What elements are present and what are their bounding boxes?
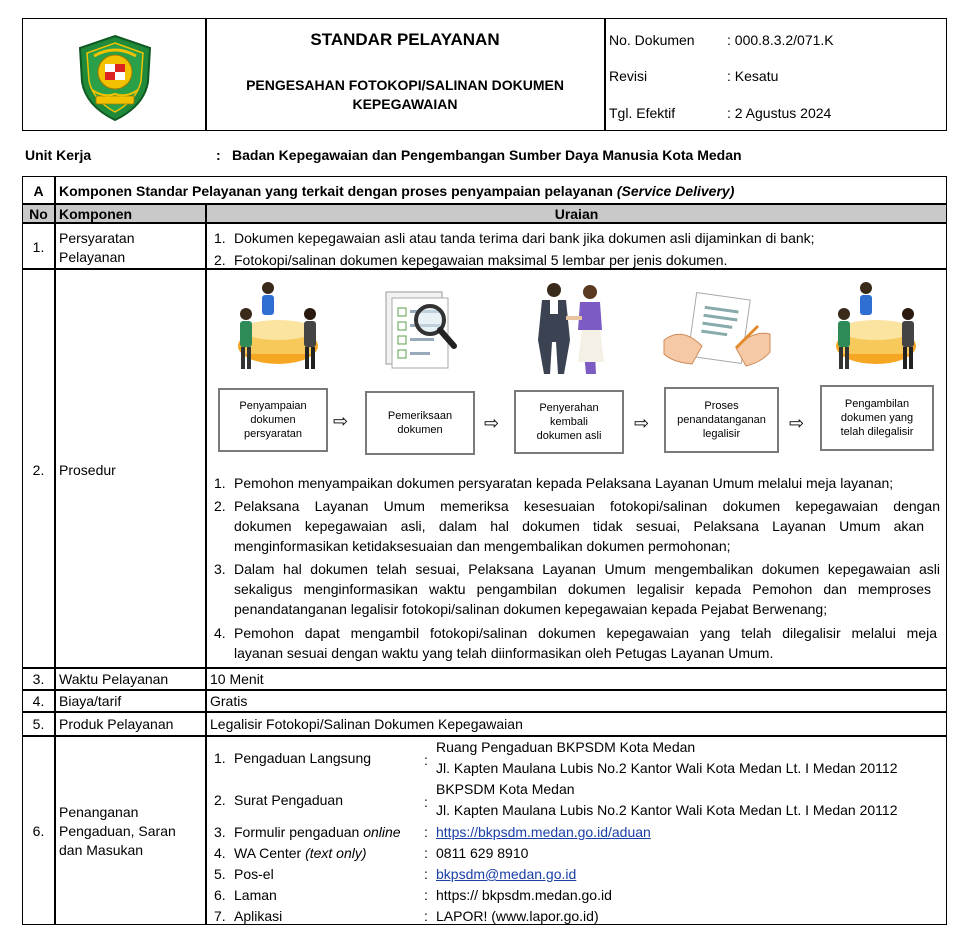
- step-text: layanan sesuai dengan waktu yang telah diinformasikan oleh Petugas Layanan Umum.: [234, 645, 774, 661]
- complaint-value: 0811 629 8910: [436, 845, 529, 861]
- step-text: menginformasikan ketidaksesuaian dan mengembalikan dokumen permohonan;: [234, 538, 731, 554]
- complaint-num: 7.: [214, 908, 226, 924]
- unit-kerja-value: Badan Kepegawaian dan Pengembangan Sumber Daya Manusia Kota Medan: [232, 147, 742, 163]
- complaint-colon: :: [424, 887, 428, 903]
- complaint-colon: :: [424, 845, 428, 861]
- revisi-label: Revisi: [609, 68, 648, 84]
- no-dokumen-label: No. Dokumen: [609, 32, 695, 48]
- complaint-num: 5.: [214, 866, 226, 882]
- row4-uraian: Gratis: [210, 693, 248, 709]
- revisi-value: : Kesatu: [727, 68, 779, 84]
- complaint-app: LAPOR! (www.lapor.go.id): [436, 908, 599, 924]
- complaint-label-wrap: [234, 844, 367, 862]
- flow-step-penyerahan: [514, 390, 624, 454]
- complaint-colon: :: [424, 794, 428, 810]
- col-line: [205, 203, 207, 925]
- no-dokumen-value: : 000.8.3.2/071.K: [727, 32, 834, 48]
- complaint-colon: :: [424, 866, 428, 882]
- complaint-label: Aplikasi: [234, 908, 283, 924]
- step-text: dokumen kepegawaian asli, dalam hal dokumen tidak sesuai, Pelaksana Layanan Umum akan: [234, 518, 924, 534]
- complaint-num: 2.: [214, 792, 226, 808]
- step-text: penandatanganan legalisir fotokopi/salinan dokumen kepegawaian kepada Pejabat Berwenang;: [234, 601, 828, 617]
- document-subtitle-line2: KEPEGAWAIAN: [352, 96, 458, 112]
- section-title: [59, 182, 734, 200]
- step-text: sekaligus menginformasikan waktu pengambilan dokumen legalisir kepada Pemohon dan memproses: [234, 581, 931, 597]
- complaint-colon: :: [424, 908, 428, 924]
- flow-line: dokumen: [397, 424, 443, 436]
- unit-kerja-colon: :: [216, 147, 221, 163]
- flow-line: dokumen: [250, 414, 296, 426]
- row3-uraian: 10 Menit: [210, 671, 264, 687]
- complaint-value: Jl. Kapten Maulana Lubis No.2 Kantor Wali Kota Medan Lt. I Medan 20112: [436, 760, 898, 776]
- flow-line: Penyampaian: [239, 400, 307, 412]
- complaint-label: Surat Pengaduan: [234, 792, 343, 808]
- signing-illustration: [662, 290, 772, 374]
- flow-step-proses: [664, 387, 779, 453]
- section-letter: A: [33, 183, 44, 199]
- complaint-value: Ruang Pengaduan BKPSDM Kota Medan: [436, 739, 696, 755]
- row6-komponen-line1: Penanganan: [59, 804, 139, 820]
- row1-item-num: 1.: [214, 230, 226, 246]
- flow-line: Pemeriksaan: [387, 410, 453, 422]
- flow-line: dokumen yang: [840, 412, 914, 424]
- flow-line: telah dilegalisir: [840, 426, 914, 438]
- tgl-efektif-value: : 2 Agustus 2024: [727, 105, 832, 121]
- flow-step-penyampaian: [218, 388, 328, 452]
- complaint-label: Formulir pengaduan: [234, 824, 360, 840]
- document-title: STANDAR PELAYANAN: [310, 30, 500, 49]
- row5-uraian: Legalisir Fotokopi/Salinan Dokumen Kepegawaian: [210, 716, 523, 732]
- row4-komponen: Biaya/tarif: [59, 693, 122, 709]
- complaint-num: 3.: [214, 824, 226, 840]
- step-text: Pelaksana Layanan Umum memeriksa kesesuaian fotokopi/salinan dokumen kepegawaian dengan: [234, 498, 940, 514]
- complaint-label-italic: online: [363, 824, 401, 840]
- row2-komponen: Prosedur: [59, 462, 116, 478]
- complaint-label-wrap: [234, 823, 401, 841]
- row1-item-text: Fotokopi/salinan dokumen kepegawaian maksimal 5 lembar per jenis dokumen.: [234, 252, 728, 268]
- complaint-label: Laman: [234, 887, 277, 903]
- flow-line: dokumen asli: [536, 430, 602, 442]
- complaint-email-link[interactable]: bkpsdm@medan.go.id: [436, 866, 577, 882]
- complaint-label: Pos-el: [234, 866, 274, 882]
- row6-komponen-line2: Pengaduan, Saran: [59, 823, 176, 839]
- row1-no: 1.: [32, 239, 45, 255]
- pickup-desk-illustration: [830, 278, 922, 374]
- flow-line: kembali: [550, 416, 588, 428]
- row-line: [22, 735, 947, 737]
- flow-arrow-icon: ⇨: [484, 413, 500, 433]
- header-no: No: [29, 206, 48, 222]
- step-num: 3.: [214, 561, 226, 577]
- flow-line: Proses: [704, 400, 739, 412]
- row6-komponen-line3: dan Masukan: [59, 842, 144, 858]
- complaint-website: https:// bkpsdm.medan.go.id: [436, 887, 612, 903]
- row-line: [22, 667, 947, 669]
- step-num: 2.: [214, 498, 226, 514]
- flow-line: persyaratan: [243, 428, 303, 440]
- complaint-form-link[interactable]: https://bkpsdm.medan.go.id/aduan: [436, 824, 651, 840]
- flow-line: legalisir: [702, 428, 741, 440]
- complaint-colon: :: [424, 824, 428, 840]
- kota-medan-logo: [74, 34, 156, 122]
- row5-no: 5.: [32, 716, 45, 732]
- row1-komponen-line1: Persyaratan: [59, 230, 135, 246]
- unit-kerja-label: Unit Kerja: [25, 147, 92, 163]
- row5-komponen: Produk Pelayanan: [59, 716, 174, 732]
- complaint-value: BKPSDM Kota Medan: [436, 781, 575, 797]
- section-title-text: Komponen Standar Pelayanan yang terkait dengan proses penyampaian pelayanan: [59, 183, 613, 199]
- flow-line: penandatanganan: [677, 414, 766, 426]
- row1-komponen-line2: Pelayanan: [59, 249, 126, 265]
- complaint-label-italic: (text only): [305, 845, 367, 861]
- complaint-num: 4.: [214, 845, 226, 861]
- document-subtitle-line1: PENGESAHAN FOTOKOPI/SALINAN DOKUMEN: [246, 77, 564, 93]
- complaint-num: 1.: [214, 750, 226, 766]
- row1-item-text: Dokumen kepegawaian asli atau tanda terima dari bank jika dokumen asli dijaminkan di bank;: [234, 230, 815, 246]
- header-komponen: Komponen: [59, 206, 133, 222]
- flow-arrow-icon: ⇨: [333, 411, 349, 431]
- step-num: 4.: [214, 625, 226, 641]
- complaint-num: 6.: [214, 887, 226, 903]
- row3-no: 3.: [32, 671, 45, 687]
- row1-item-num: 2.: [214, 252, 226, 268]
- flow-arrow-icon: ⇨: [789, 413, 805, 433]
- complaint-colon: :: [424, 752, 428, 768]
- document-check-illustration: [380, 288, 464, 372]
- step-text: Dalam hal dokumen telah sesuai, Pelaksana Layanan Umum mengembalikan dokumen kepegawaian asli: [234, 561, 940, 577]
- tgl-efektif-label: Tgl. Efektif: [609, 105, 676, 121]
- flow-line: Pengambilan: [844, 398, 910, 410]
- step-text: Pemohon dapat mengambil fotokopi/salinan dokumen kepegawaian yang telah dilegalisir melalui meja: [234, 625, 937, 641]
- handshake-illustration: [530, 280, 616, 376]
- step-num: 1.: [214, 475, 226, 491]
- complaint-label: Pengaduan Langsung: [234, 750, 372, 766]
- flow-step-pengambilan: [820, 385, 934, 451]
- service-desk-illustration: [232, 278, 324, 374]
- flow-line: Penyerahan: [539, 402, 599, 414]
- complaint-value: Jl. Kapten Maulana Lubis No.2 Kantor Wali Kota Medan Lt. I Medan 20112: [436, 802, 898, 818]
- row-line: [22, 711, 947, 713]
- section-title-italic: (Service Delivery): [616, 183, 735, 199]
- flow-step-pemeriksaan: [365, 391, 475, 455]
- row-line: [22, 689, 947, 691]
- row4-no: 4.: [32, 693, 45, 709]
- flow-arrow-icon: ⇨: [634, 413, 650, 433]
- complaint-label: WA Center: [234, 845, 302, 861]
- header-uraian: Uraian: [554, 206, 599, 222]
- col-line: [54, 203, 56, 925]
- row6-no: 6.: [32, 823, 45, 839]
- row3-komponen: Waktu Pelayanan: [59, 671, 169, 687]
- step-text: Pemohon menyampaikan dokumen persyaratan kepada Pelaksana Layanan Umum melalui meja layanan;: [234, 475, 894, 491]
- row2-no: 2.: [32, 462, 45, 478]
